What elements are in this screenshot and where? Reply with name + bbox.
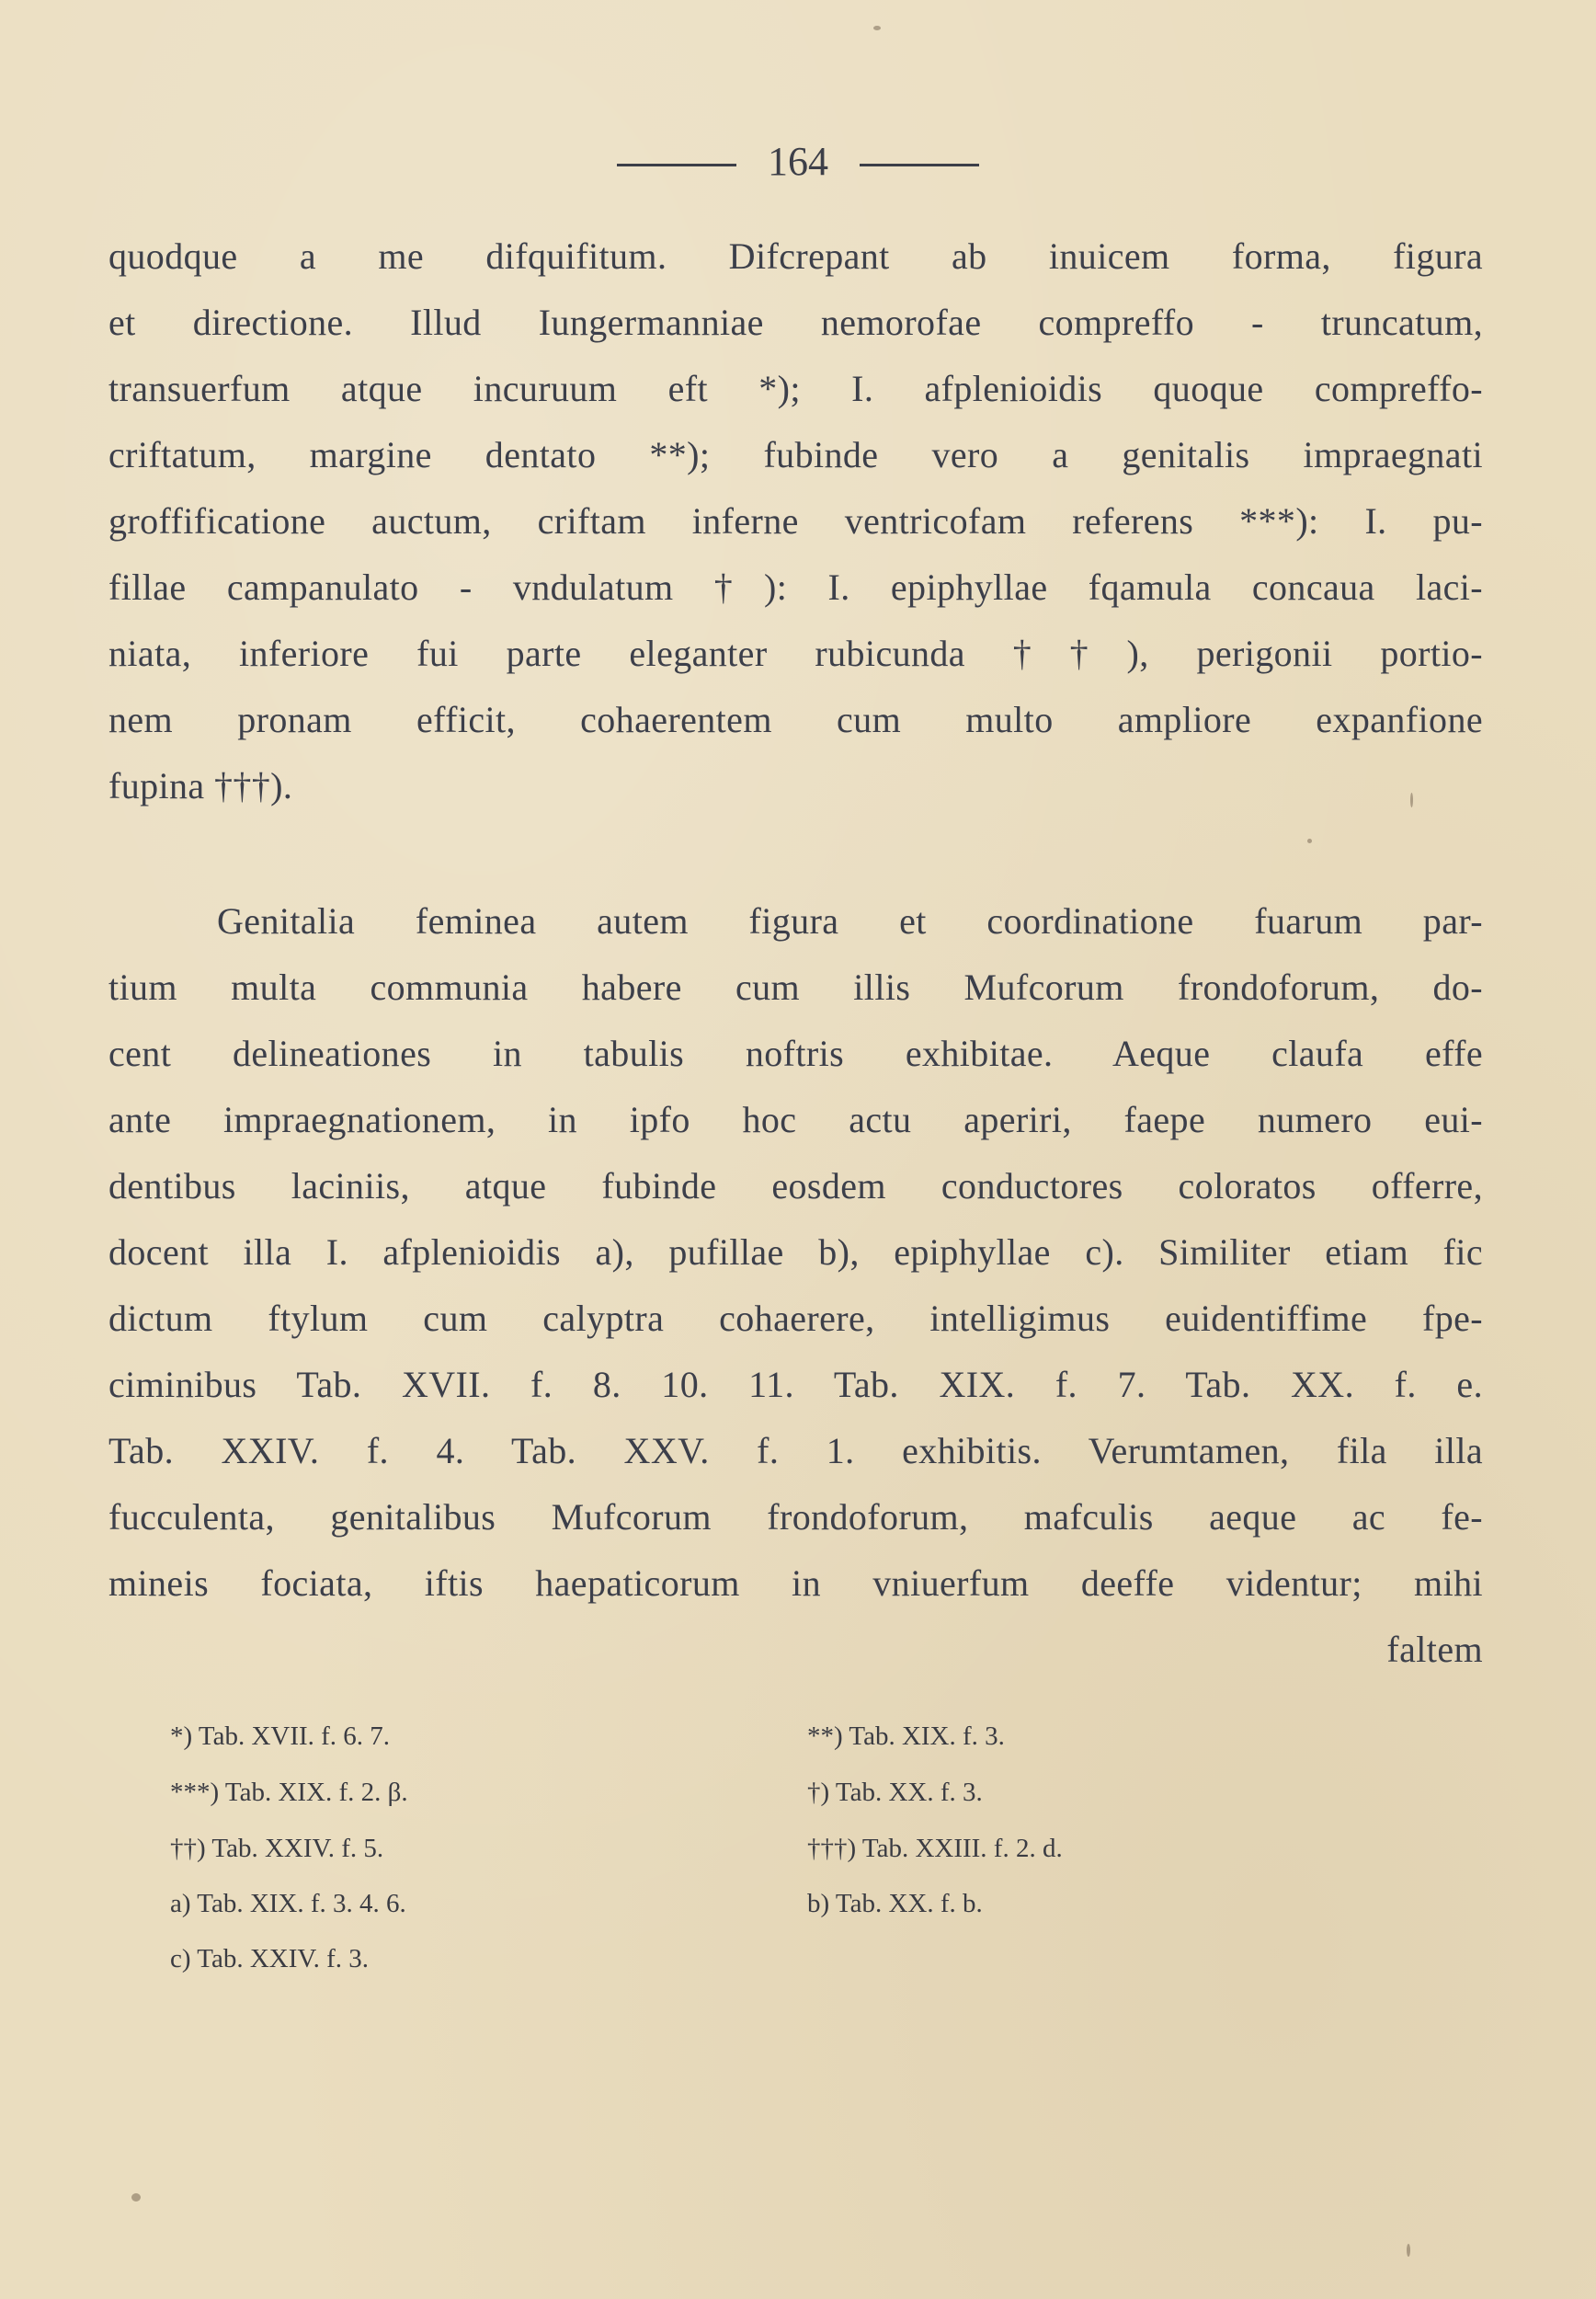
text-line: ciminibus Tab. XVII. f. 8. 10. 11. Tab. XIX. f. 7. Tab. XX. f. e. xyxy=(108,1364,1483,1405)
page-header xyxy=(0,138,1596,185)
footnote: †) Tab. XX. f. 3. xyxy=(807,1778,983,1807)
paper-speck xyxy=(1307,839,1312,843)
paper-speck xyxy=(131,2193,141,2202)
footnote: *) Tab. XVII. f. 6. 7. xyxy=(170,1721,391,1751)
footnote: **) Tab. XIX. f. 3. xyxy=(807,1721,1005,1751)
text-line: dictum ftylum cum calyptra cohaerere, intelligimus euidentiffime fpe- xyxy=(108,1298,1483,1339)
text-line: Tab. XXIV. f. 4. Tab. XXV. f. 1. exhibitis. Verumtamen, fila illa xyxy=(108,1430,1483,1471)
footnote: a) Tab. XIX. f. 3. 4. 6. xyxy=(170,1889,406,1918)
paragraph-2 xyxy=(108,888,1483,1683)
text-line: criftatum, margine dentato **); fubinde vero a genitalis impraegnati xyxy=(108,434,1483,475)
paper-speck xyxy=(873,26,881,30)
text-line: fucculenta, genitalibus Mufcorum frondoforum, mafculis aeque ac fe- xyxy=(108,1496,1483,1538)
text-line: transuerfum atque incuruum eft *); I. afplenioidis quoque compreffo- xyxy=(108,368,1483,409)
text-line: fupina †††). xyxy=(108,765,293,806)
page-number: 164 xyxy=(768,139,828,184)
text-line: et directione. Illud Iungermanniae nemorofae compreffo - truncatum, xyxy=(108,302,1483,343)
footnote: b) Tab. XX. f. b. xyxy=(807,1889,983,1918)
text-line: cent delineationes in tabulis noftris exhibitae. Aeque claufa effe xyxy=(108,1033,1483,1074)
header-rule-left xyxy=(617,164,736,166)
footnote: ***) Tab. XIX. f. 2. β. xyxy=(170,1778,408,1807)
text-line: tium multa communia habere cum illis Mufcorum frondoforum, do- xyxy=(108,966,1483,1008)
paper-speck xyxy=(1407,2244,1410,2257)
text-line: groffificatione auctum, criftam inferne ventricofam referens ***): I. pu- xyxy=(108,500,1483,542)
paragraph-1 xyxy=(108,223,1483,819)
catchword: faltem xyxy=(1386,1629,1483,1670)
text-line: nem pronam efficit, cohaerentem cum multo ampliore expanfione xyxy=(108,699,1483,740)
text-line: fillae campanulato - vndulatum †): I. epiphyllae fqamula concaua laci- xyxy=(108,566,1483,608)
footnote: †††) Tab. XXIII. f. 2. d. xyxy=(807,1834,1063,1863)
text-line: niata, inferiore fui parte eleganter rubicunda ††), perigonii portio- xyxy=(108,633,1483,674)
text-line: quodque a me difquifitum. Difcrepant ab inuicem forma, figura xyxy=(108,235,1483,277)
text-line: Genitalia feminea autem figura et coordinatione fuarum par- xyxy=(217,900,1483,942)
text-line: dentibus laciniis, atque fubinde eosdem conductores coloratos offerre, xyxy=(108,1165,1483,1207)
text-line: docent illa I. afplenioidis a), pufillae b), epiphyllae c). Similiter etiam fic xyxy=(108,1231,1483,1273)
header-rule-right xyxy=(860,164,979,166)
paper-speck xyxy=(1410,793,1413,807)
text-line: ante impraegnationem, in ipfo hoc actu aperiri, faepe numero eui- xyxy=(108,1099,1483,1140)
footnote: ††) Tab. XXIV. f. 5. xyxy=(170,1834,384,1863)
text-line: mineis fociata, iftis haepaticorum in vniuerfum deeffe videntur; mihi xyxy=(108,1562,1483,1604)
footnote: c) Tab. XXIV. f. 3. xyxy=(170,1944,369,1973)
